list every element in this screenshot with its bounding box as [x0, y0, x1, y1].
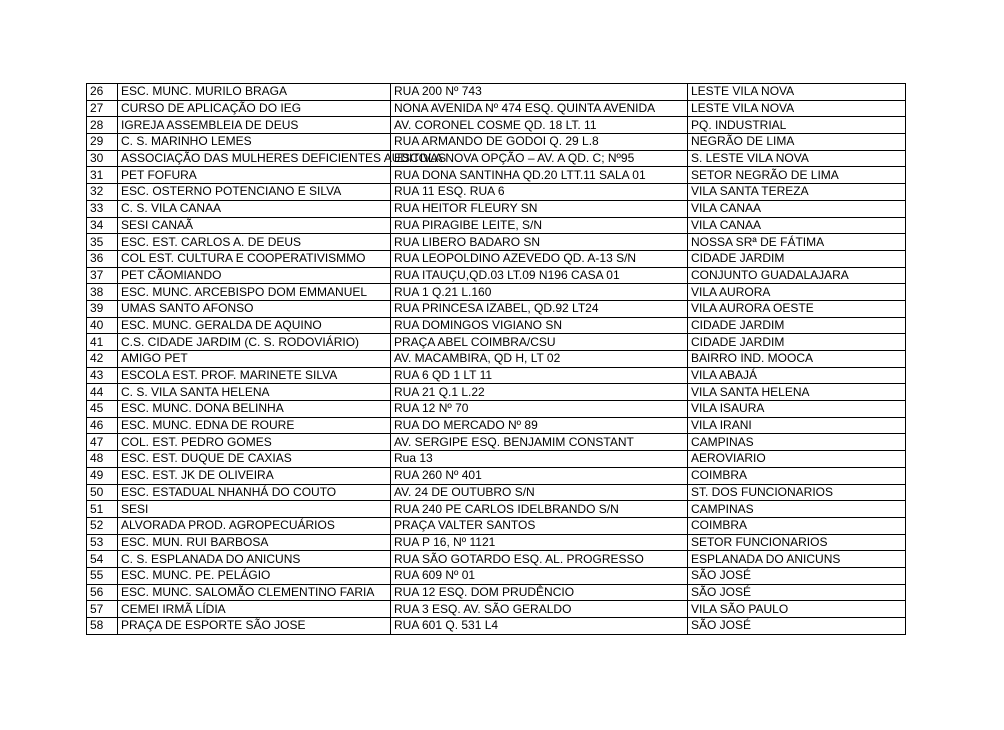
location-name: ALVORADA PROD. AGROPECUÁRIOS	[118, 517, 391, 534]
row-number: 41	[87, 334, 118, 351]
location-name: ESC. EST. JK DE OLIVEIRA	[118, 467, 391, 484]
location-name: ESC. MUNC. DONA BELINHA	[118, 401, 391, 418]
location-name: COL EST. CULTURA E COOPERATIVISMMO	[118, 250, 391, 267]
row-number: 27	[87, 100, 118, 117]
location-name: ESC. MUN. RUI BARBOSA	[118, 534, 391, 551]
location-name: ESC. MUNC. MURILO BRAGA	[118, 84, 391, 101]
row-number: 32	[87, 184, 118, 201]
location-neighborhood: S. LESTE VILA NOVA	[688, 150, 906, 167]
table-row	[87, 618, 906, 635]
location-neighborhood: SETOR FUNCIONARIOS	[688, 534, 906, 551]
location-neighborhood: VILA AURORA	[688, 284, 906, 301]
row-number: 33	[87, 200, 118, 217]
table-row	[87, 467, 906, 484]
row-number: 29	[87, 134, 118, 151]
table-row	[87, 300, 906, 317]
row-number: 46	[87, 417, 118, 434]
location-neighborhood: ST. DOS FUNCIONARIOS	[688, 484, 906, 501]
location-address: RUA LEOPOLDINO AZEVEDO QD. A-13 S/N	[391, 250, 688, 267]
row-number: 44	[87, 384, 118, 401]
table-row	[87, 501, 906, 518]
location-name: C. S. ESPLANADA DO ANICUNS	[118, 551, 391, 568]
location-address: RUA 601 Q. 531 L4	[391, 618, 688, 635]
location-name: ESC. MUNC. SALOMÃO CLEMENTINO FARIA	[118, 584, 391, 601]
row-number: 53	[87, 534, 118, 551]
location-neighborhood: SETOR NEGRÃO DE LIMA	[688, 167, 906, 184]
location-neighborhood: CONJUNTO GUADALAJARA	[688, 267, 906, 284]
row-number: 52	[87, 517, 118, 534]
row-number: 39	[87, 300, 118, 317]
table-row	[87, 284, 906, 301]
row-number: 26	[87, 84, 118, 101]
location-neighborhood: VILA ISAURA	[688, 401, 906, 418]
row-number: 40	[87, 317, 118, 334]
row-number: 48	[87, 451, 118, 468]
row-number: 38	[87, 284, 118, 301]
table-row	[87, 217, 906, 234]
location-address: ESCOLA NOVA OPÇÃO – AV. A QD. C; Nº95	[391, 150, 688, 167]
location-neighborhood: CIDADE JARDIM	[688, 317, 906, 334]
location-neighborhood: CIDADE JARDIM	[688, 334, 906, 351]
location-neighborhood: NEGRÃO DE LIMA	[688, 134, 906, 151]
location-address: RUA 609 Nº 01	[391, 567, 688, 584]
location-address: RUA DONA SANTINHA QD.20 LTT.11 SALA 01	[391, 167, 688, 184]
table-row	[87, 417, 906, 434]
row-number: 54	[87, 551, 118, 568]
table-row	[87, 184, 906, 201]
row-number: 57	[87, 601, 118, 618]
location-name: PET FOFURA	[118, 167, 391, 184]
table-row	[87, 367, 906, 384]
location-address: PRAÇA ABEL COIMBRA/CSU	[391, 334, 688, 351]
location-address: AV. MACAMBIRA, QD H, LT 02	[391, 351, 688, 368]
location-name: ESC. EST. DUQUE DE CAXIAS	[118, 451, 391, 468]
table-row	[87, 200, 906, 217]
location-name: C. S. VILA SANTA HELENA	[118, 384, 391, 401]
row-number: 42	[87, 351, 118, 368]
row-number: 30	[87, 150, 118, 167]
location-neighborhood: LESTE VILA NOVA	[688, 84, 906, 101]
row-number: 49	[87, 467, 118, 484]
location-name: UMAS SANTO AFONSO	[118, 300, 391, 317]
table-row	[87, 317, 906, 334]
location-neighborhood: CAMPINAS	[688, 434, 906, 451]
location-name: ESC. EST. CARLOS A. DE DEUS	[118, 234, 391, 251]
location-neighborhood: ESPLANADA DO ANICUNS	[688, 551, 906, 568]
location-address: RUA 12 Nº 70	[391, 401, 688, 418]
table-row	[87, 234, 906, 251]
table-row	[87, 567, 906, 584]
location-neighborhood: LESTE VILA NOVA	[688, 100, 906, 117]
location-address: RUA HEITOR FLEURY SN	[391, 200, 688, 217]
table-row	[87, 267, 906, 284]
location-name: ESC. MUNC. PE. PELÁGIO	[118, 567, 391, 584]
row-number: 47	[87, 434, 118, 451]
location-name: ESC. MUNC. ARCEBISPO DOM EMMANUEL	[118, 284, 391, 301]
location-address: RUA PIRAGIBE LEITE, S/N	[391, 217, 688, 234]
table-row	[87, 517, 906, 534]
location-neighborhood: CIDADE JARDIM	[688, 250, 906, 267]
location-address: AV. CORONEL COSME QD. 18 LT. 11	[391, 117, 688, 134]
locations-table-body	[87, 84, 906, 635]
table-row	[87, 451, 906, 468]
location-neighborhood: AEROVIARIO	[688, 451, 906, 468]
location-address: RUA 11 ESQ. RUA 6	[391, 184, 688, 201]
location-name: ESCOLA EST. PROF. MARINETE SILVA	[118, 367, 391, 384]
location-neighborhood: NOSSA SRª DE FÁTIMA	[688, 234, 906, 251]
location-address: RUA ITAUÇU,QD.03 LT.09 N196 CASA 01	[391, 267, 688, 284]
location-address: AV. SERGIPE ESQ. BENJAMIM CONSTANT	[391, 434, 688, 451]
table-row	[87, 167, 906, 184]
location-name: ESC. MUNC. EDNA DE ROURE	[118, 417, 391, 434]
table-row	[87, 250, 906, 267]
table-row	[87, 484, 906, 501]
location-address: RUA 240 PE CARLOS IDELBRANDO S/N	[391, 501, 688, 518]
location-neighborhood: VILA ABAJÁ	[688, 367, 906, 384]
table-row	[87, 551, 906, 568]
location-name: ESC. ESTADUAL NHANHÁ DO COUTO	[118, 484, 391, 501]
location-neighborhood: VILA IRANI	[688, 417, 906, 434]
row-number: 36	[87, 250, 118, 267]
location-name: PRAÇA DE ESPORTE SÃO JOSE	[118, 618, 391, 635]
row-number: 37	[87, 267, 118, 284]
table-row	[87, 434, 906, 451]
location-name: SESI CANAÃ	[118, 217, 391, 234]
location-address: RUA DOMINGOS VIGIANO SN	[391, 317, 688, 334]
location-name: CURSO DE APLICAÇÃO DO IEG	[118, 100, 391, 117]
location-name: ASSOCIAÇÃO DAS MULHERES DEFICIENTES AUDITIVAS	[118, 150, 391, 167]
location-neighborhood: VILA CANAA	[688, 217, 906, 234]
table-row	[87, 150, 906, 167]
row-number: 43	[87, 367, 118, 384]
location-name: AMIGO PET	[118, 351, 391, 368]
table-row	[87, 534, 906, 551]
table-row	[87, 384, 906, 401]
location-address: RUA 200 Nº 743	[391, 84, 688, 101]
location-neighborhood: VILA SANTA HELENA	[688, 384, 906, 401]
location-name: C. S. VILA CANAA	[118, 200, 391, 217]
table-row	[87, 117, 906, 134]
location-neighborhood: SÃO JOSÉ	[688, 567, 906, 584]
location-address: Rua 13	[391, 451, 688, 468]
location-address: RUA 3 ESQ. AV. SÃO GERALDO	[391, 601, 688, 618]
row-number: 35	[87, 234, 118, 251]
table-row	[87, 351, 906, 368]
location-address: RUA LIBERO BADARO SN	[391, 234, 688, 251]
location-address: RUA DO MERCADO Nº 89	[391, 417, 688, 434]
row-number: 51	[87, 501, 118, 518]
location-neighborhood: VILA AURORA OESTE	[688, 300, 906, 317]
location-neighborhood: VILA SANTA TEREZA	[688, 184, 906, 201]
table-row	[87, 100, 906, 117]
location-name: CEMEI IRMÃ LÍDIA	[118, 601, 391, 618]
table-row	[87, 134, 906, 151]
location-name: COL. EST. PEDRO GOMES	[118, 434, 391, 451]
row-number: 45	[87, 401, 118, 418]
table-row	[87, 601, 906, 618]
location-neighborhood: SÃO JOSÉ	[688, 618, 906, 635]
row-number: 34	[87, 217, 118, 234]
row-number: 55	[87, 567, 118, 584]
location-address: AV. 24 DE OUTUBRO S/N	[391, 484, 688, 501]
location-name: ESC. OSTERNO POTENCIANO E SILVA	[118, 184, 391, 201]
location-neighborhood: BAIRRO IND. MOOCA	[688, 351, 906, 368]
table-row	[87, 584, 906, 601]
location-name: ESC. MUNC. GERALDA DE AQUINO	[118, 317, 391, 334]
location-name: C.S. CIDADE JARDIM (C. S. RODOVIÁRIO)	[118, 334, 391, 351]
location-name: C. S. MARINHO LEMES	[118, 134, 391, 151]
location-address: RUA 260 Nº 401	[391, 467, 688, 484]
table-row	[87, 84, 906, 101]
row-number: 28	[87, 117, 118, 134]
location-name: PET CÃOMIANDO	[118, 267, 391, 284]
location-neighborhood: CAMPINAS	[688, 501, 906, 518]
location-address: PRAÇA VALTER SANTOS	[391, 517, 688, 534]
row-number: 58	[87, 618, 118, 635]
location-neighborhood: PQ. INDUSTRIAL	[688, 117, 906, 134]
location-address: RUA 6 QD 1 LT 11	[391, 367, 688, 384]
row-number: 56	[87, 584, 118, 601]
table-row	[87, 334, 906, 351]
location-name: SESI	[118, 501, 391, 518]
location-neighborhood: VILA CANAA	[688, 200, 906, 217]
location-address: RUA SÃO GOTARDO ESQ. AL. PROGRESSO	[391, 551, 688, 568]
location-neighborhood: SÃO JOSÉ	[688, 584, 906, 601]
locations-table	[86, 83, 906, 635]
location-neighborhood: COIMBRA	[688, 517, 906, 534]
row-number: 50	[87, 484, 118, 501]
location-address: RUA 12 ESQ. DOM PRUDÊNCIO	[391, 584, 688, 601]
location-address: RUA ARMANDO DE GODOI Q. 29 L.8	[391, 134, 688, 151]
row-number: 31	[87, 167, 118, 184]
location-name: IGREJA ASSEMBLEIA DE DEUS	[118, 117, 391, 134]
location-address: RUA 1 Q.21 L.160	[391, 284, 688, 301]
location-address: RUA PRINCESA IZABEL, QD.92 LT24	[391, 300, 688, 317]
location-address: RUA P 16, Nº 1121	[391, 534, 688, 551]
location-address: NONA AVENIDA Nº 474 ESQ. QUINTA AVENIDA	[391, 100, 688, 117]
table-row	[87, 401, 906, 418]
location-neighborhood: VILA SÃO PAULO	[688, 601, 906, 618]
location-neighborhood: COIMBRA	[688, 467, 906, 484]
location-address: RUA 21 Q.1 L.22	[391, 384, 688, 401]
